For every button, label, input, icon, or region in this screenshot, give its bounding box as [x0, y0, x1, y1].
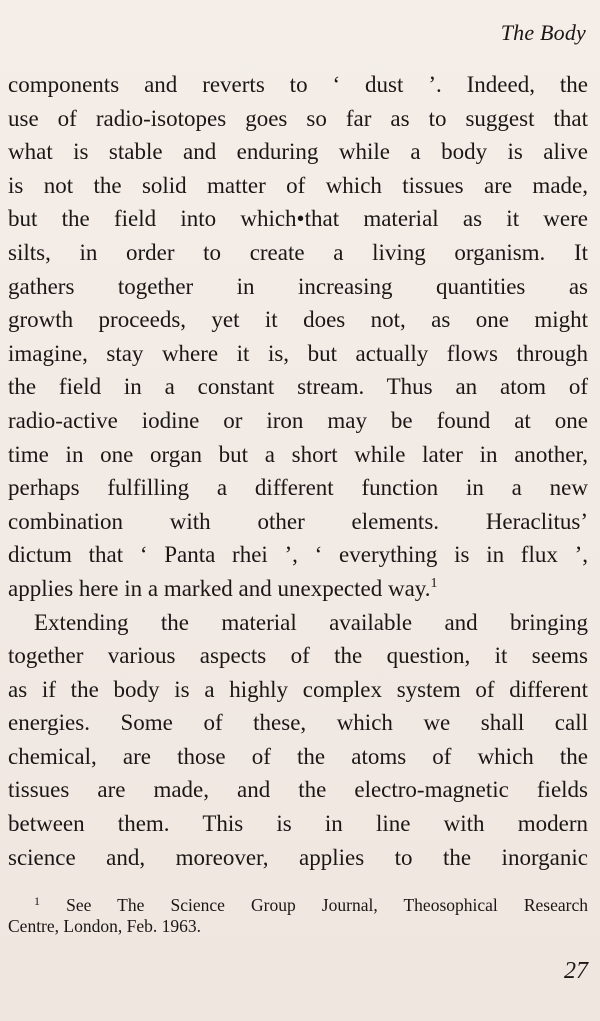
text-line: together various aspects of the question, it seems	[8, 643, 588, 669]
text-line: but the field into which•that material as it were	[8, 206, 588, 232]
text-line: use of radio-isotopes goes so far as to suggest that	[8, 105, 588, 131]
text-line: is not the solid matter of which tissues are made,	[8, 172, 588, 198]
page-number: 27	[564, 958, 588, 984]
text-line: as if the body is a highly complex system of different	[8, 676, 588, 702]
text-line: perhaps fulfilling a different function in a new	[8, 475, 588, 501]
text-line: energies. Some of these, which we shall call	[8, 710, 588, 736]
text-line: combination with other elements. Heraclitus’	[8, 508, 588, 534]
text-line: dictum that ‘ Panta rhei ’, ‘ everything is in flux ’,	[8, 542, 588, 568]
text-line: what is stable and enduring while a body is alive	[8, 139, 588, 165]
footnote	[8, 895, 588, 937]
footnote-number: 1	[34, 894, 40, 908]
text-line: science and, moreover, applies to the inorganic	[8, 844, 588, 870]
text-line: tissues are made, and the electro-magnetic fields	[8, 777, 588, 803]
footnote-reference: 1	[430, 575, 438, 591]
text-line-last	[8, 572, 588, 606]
text-line: time in one organ but a short while later in another,	[8, 441, 588, 467]
running-head: The Body	[500, 20, 586, 45]
text-line: growth proceeds, yet it does not, as one might	[8, 307, 588, 333]
text-line: gathers together in increasing quantities as	[8, 273, 588, 299]
text-line: components and reverts to ‘ dust ’. Indeed, the	[8, 72, 588, 97]
text-line: imagine, stay where it is, but actually flows through	[8, 340, 588, 366]
text-line: radio-active iodine or iron may be found at one	[8, 407, 588, 433]
body-text	[8, 68, 588, 874]
footnote-line	[8, 895, 588, 916]
footnote-line: Centre, London, Feb. 1963.	[8, 916, 201, 936]
footnote-text: See The Science Group Journal, Theosophical Research	[66, 895, 588, 915]
text-line-content: applies here in a marked and unexpected way.	[8, 575, 431, 601]
text-line: the field in a constant stream. Thus an atom of	[8, 374, 588, 400]
text-line: chemical, are those of the atoms of which the	[8, 743, 588, 769]
text-line: silts, in order to create a living organism. It	[8, 239, 588, 265]
text-line: between them. This is in line with modern	[8, 811, 588, 837]
paragraph-first-line: Extending the material available and bringing	[34, 609, 588, 635]
